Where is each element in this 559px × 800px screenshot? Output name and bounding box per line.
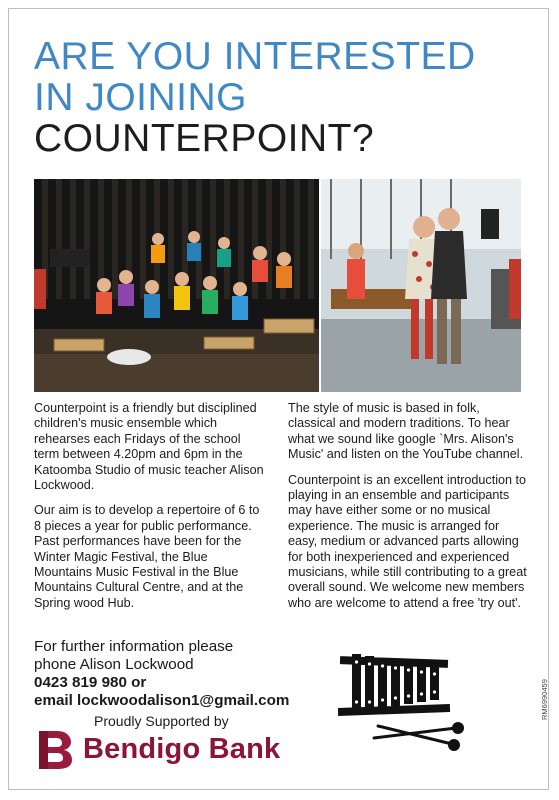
intro-paragraph: Counterpoint is a friendly but disciplined children's music ensemble which rehearses each Fridays of the school term between 4.20pm and 6pm in the Katoomba Studio of music teacher Alison Lockwood.	[34, 401, 264, 493]
introduction-paragraph: Counterpoint is an excellent introduction to playing in an ensemble and participants may have either some or no musical experience. The music is arranged for easy, medium or advanced parts allowing for both inexperienced and experienced musicians, while still contributing to a great overall sound. We welcome new members who are welcome to attend a free 'try out'.	[288, 472, 527, 610]
headline-line-1: ARE YOU INTERESTED	[34, 35, 476, 78]
bendigo-b-logo-icon	[37, 729, 73, 771]
contact-email[interactable]: email lockwoodalison1@gmail.com	[34, 692, 290, 709]
reference-code: RM6990459	[540, 679, 549, 720]
bank-name: Bendigo Bank	[83, 733, 281, 765]
contact-phone[interactable]: 0423 819 980 or	[34, 674, 147, 691]
aims-paragraph: Our aim is to develop a repertoire of 6 to 8 pieces a year for public performance. Past performances have been for the Winter Magic Festival, the Blue Mountains Music Festival in the Blue Mountains Cultural Centre, and at the Spring wood Hub.	[34, 503, 260, 610]
contact-line-2: phone Alison Lockwood	[34, 656, 194, 673]
xylophone-icon	[338, 652, 468, 756]
photo-music-room	[321, 179, 521, 392]
supported-by-label: Proudly Supported by	[94, 713, 229, 729]
left-text-column	[34, 401, 264, 621]
right-text-column	[288, 401, 528, 621]
headline	[34, 36, 476, 159]
contact-line-1: For further information please	[34, 638, 234, 655]
headline-line-3: COUNTERPOINT?	[34, 117, 375, 160]
headline-line-2: IN JOINING	[34, 76, 248, 119]
photo-children-ensemble	[34, 179, 319, 392]
style-paragraph: The style of music is based in folk, classical and modern traditions. To hear what we sound like google `Mrs. Alison's Music' and listen on the YouTube channel.	[288, 401, 524, 462]
contact-block	[34, 638, 324, 710]
